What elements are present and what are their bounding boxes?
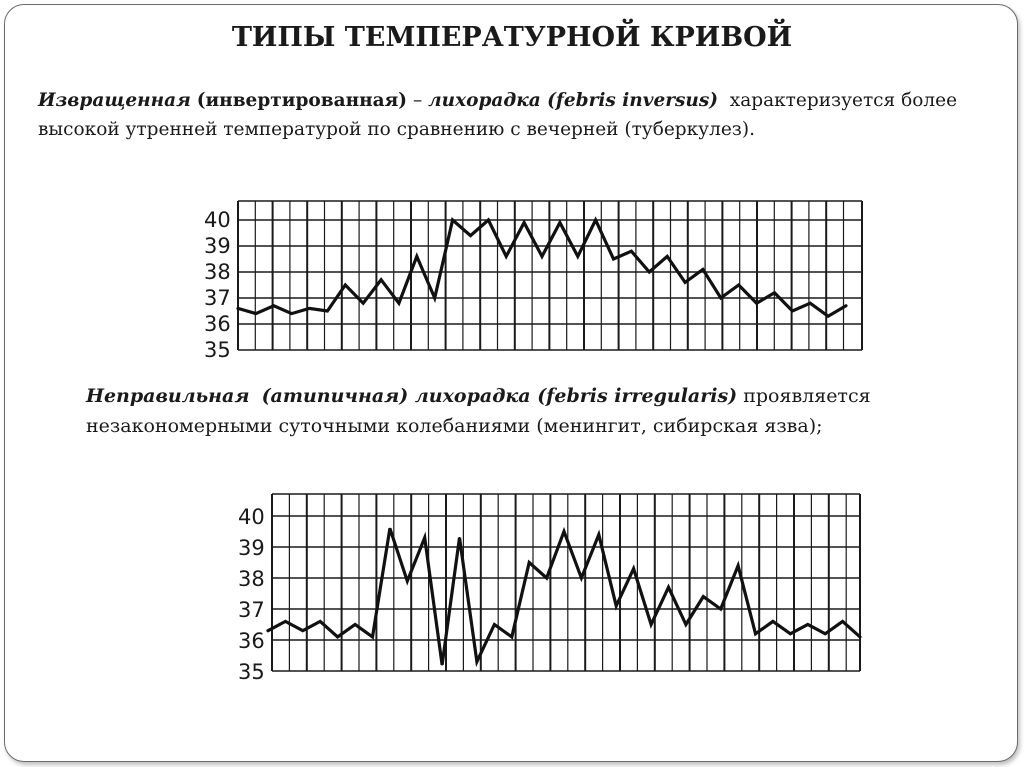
- temperature-point: [613, 258, 615, 260]
- y-tick-label: 39: [238, 536, 265, 560]
- y-tick-label: 35: [238, 660, 265, 683]
- temperature-point: [755, 633, 757, 635]
- temperature-point: [774, 292, 776, 294]
- temperature-point: [737, 565, 739, 567]
- temperature-point: [362, 302, 364, 304]
- temperature-point: [291, 313, 293, 315]
- irregular-fever-chart: [230, 488, 870, 683]
- temperature-point: [441, 664, 443, 666]
- temperature-point: [494, 624, 496, 626]
- y-tick-label: 37: [204, 286, 231, 310]
- temperature-point: [807, 624, 809, 626]
- temperature-point: [581, 577, 583, 579]
- y-tick-label: 40: [204, 208, 231, 232]
- temperature-point: [666, 256, 668, 258]
- slide-title: ТИПЫ ТЕМПЕРАТУРНОЙ КРИВОЙ: [231, 22, 793, 53]
- inverse-term-alt: (инвертированная): [196, 90, 408, 111]
- temperature-point: [559, 222, 561, 224]
- y-tick-label: 38: [204, 260, 231, 284]
- temperature-point: [424, 537, 426, 539]
- temperature-point: [309, 308, 311, 310]
- temperature-point: [237, 308, 239, 310]
- temperature-series-line: [238, 220, 846, 316]
- temperature-point: [354, 624, 356, 626]
- temperature-point: [488, 219, 490, 221]
- temperature-point: [255, 313, 257, 315]
- temperature-point: [631, 250, 633, 252]
- temperature-point: [511, 636, 513, 638]
- inverse-term: Извращенная: [38, 90, 191, 111]
- irregular-description-text: проявляется незакономерными суточными колебаниями (менингит, сибирская язва);: [86, 385, 871, 437]
- inverse-latin-name: лихорадка (febris inversus): [428, 90, 718, 111]
- y-tick-label: 40: [238, 505, 265, 529]
- temperature-point: [345, 284, 347, 286]
- temperature-point: [615, 605, 617, 607]
- temperature-point: [337, 636, 339, 638]
- inverse-description-text: характеризуется более высокой утренней температурой по сравнению с вечерней (туберкулез).: [38, 90, 958, 140]
- temperature-point: [633, 568, 635, 570]
- temperature-point: [824, 633, 826, 635]
- temperature-point: [702, 269, 704, 271]
- irregular-term: Неправильная: [86, 385, 250, 407]
- temperature-point: [859, 636, 861, 638]
- temperature-point: [407, 580, 409, 582]
- y-tick-label: 36: [238, 629, 265, 653]
- irregular-term-rest: (атипичная) лихорадка (febris irregularis): [261, 385, 738, 407]
- temperature-point: [476, 661, 478, 663]
- temperature-point: [319, 621, 321, 623]
- temperature-point: [470, 235, 472, 237]
- temperature-point: [389, 528, 391, 530]
- temperature-point: [505, 256, 507, 258]
- y-tick-label: 35: [204, 338, 231, 360]
- temperature-point: [842, 621, 844, 623]
- temperature-point: [595, 219, 597, 221]
- temperature-point: [273, 305, 275, 307]
- irregular-fever-description: [86, 381, 986, 441]
- temperature-point: [372, 636, 374, 638]
- temperature-point: [563, 531, 565, 533]
- temperature-point: [790, 633, 792, 635]
- temperature-point: [327, 310, 329, 312]
- temperature-point: [668, 587, 670, 589]
- temperature-point: [380, 279, 382, 281]
- irregular-fever-chart-svg: [230, 488, 870, 683]
- temperature-point: [302, 630, 304, 632]
- inverse-fever-description: [38, 86, 998, 144]
- temperature-point: [416, 256, 418, 258]
- temperature-series-line: [268, 528, 860, 664]
- temperature-point: [650, 624, 652, 626]
- y-tick-label: 39: [204, 234, 231, 258]
- temperature-point: [684, 282, 686, 284]
- temperature-point: [772, 621, 774, 623]
- inverse-dash: –: [407, 90, 429, 111]
- y-tick-label: 38: [238, 567, 265, 591]
- temperature-point: [541, 256, 543, 258]
- temperature-point: [577, 256, 579, 258]
- temperature-point: [546, 577, 548, 579]
- temperature-point: [792, 310, 794, 312]
- temperature-point: [809, 302, 811, 304]
- temperature-point: [649, 271, 651, 273]
- temperature-point: [738, 284, 740, 286]
- temperature-point: [720, 608, 722, 610]
- temperature-point: [523, 222, 525, 224]
- temperature-point: [756, 302, 758, 304]
- temperature-point: [685, 624, 687, 626]
- temperature-point: [452, 219, 454, 221]
- temperature-point: [598, 534, 600, 536]
- y-tick-label: 37: [238, 598, 265, 622]
- temperature-point: [459, 537, 461, 539]
- temperature-point: [720, 297, 722, 299]
- inverse-fever-chart-svg: [196, 195, 868, 360]
- y-tick-label: 36: [204, 312, 231, 336]
- temperature-point: [845, 305, 847, 307]
- inverse-fever-chart: [196, 195, 868, 360]
- temperature-point: [285, 621, 287, 623]
- temperature-point: [528, 562, 530, 564]
- temperature-point: [827, 315, 829, 317]
- temperature-point: [398, 302, 400, 304]
- temperature-point: [703, 596, 705, 598]
- temperature-point: [267, 630, 269, 632]
- temperature-point: [434, 297, 436, 299]
